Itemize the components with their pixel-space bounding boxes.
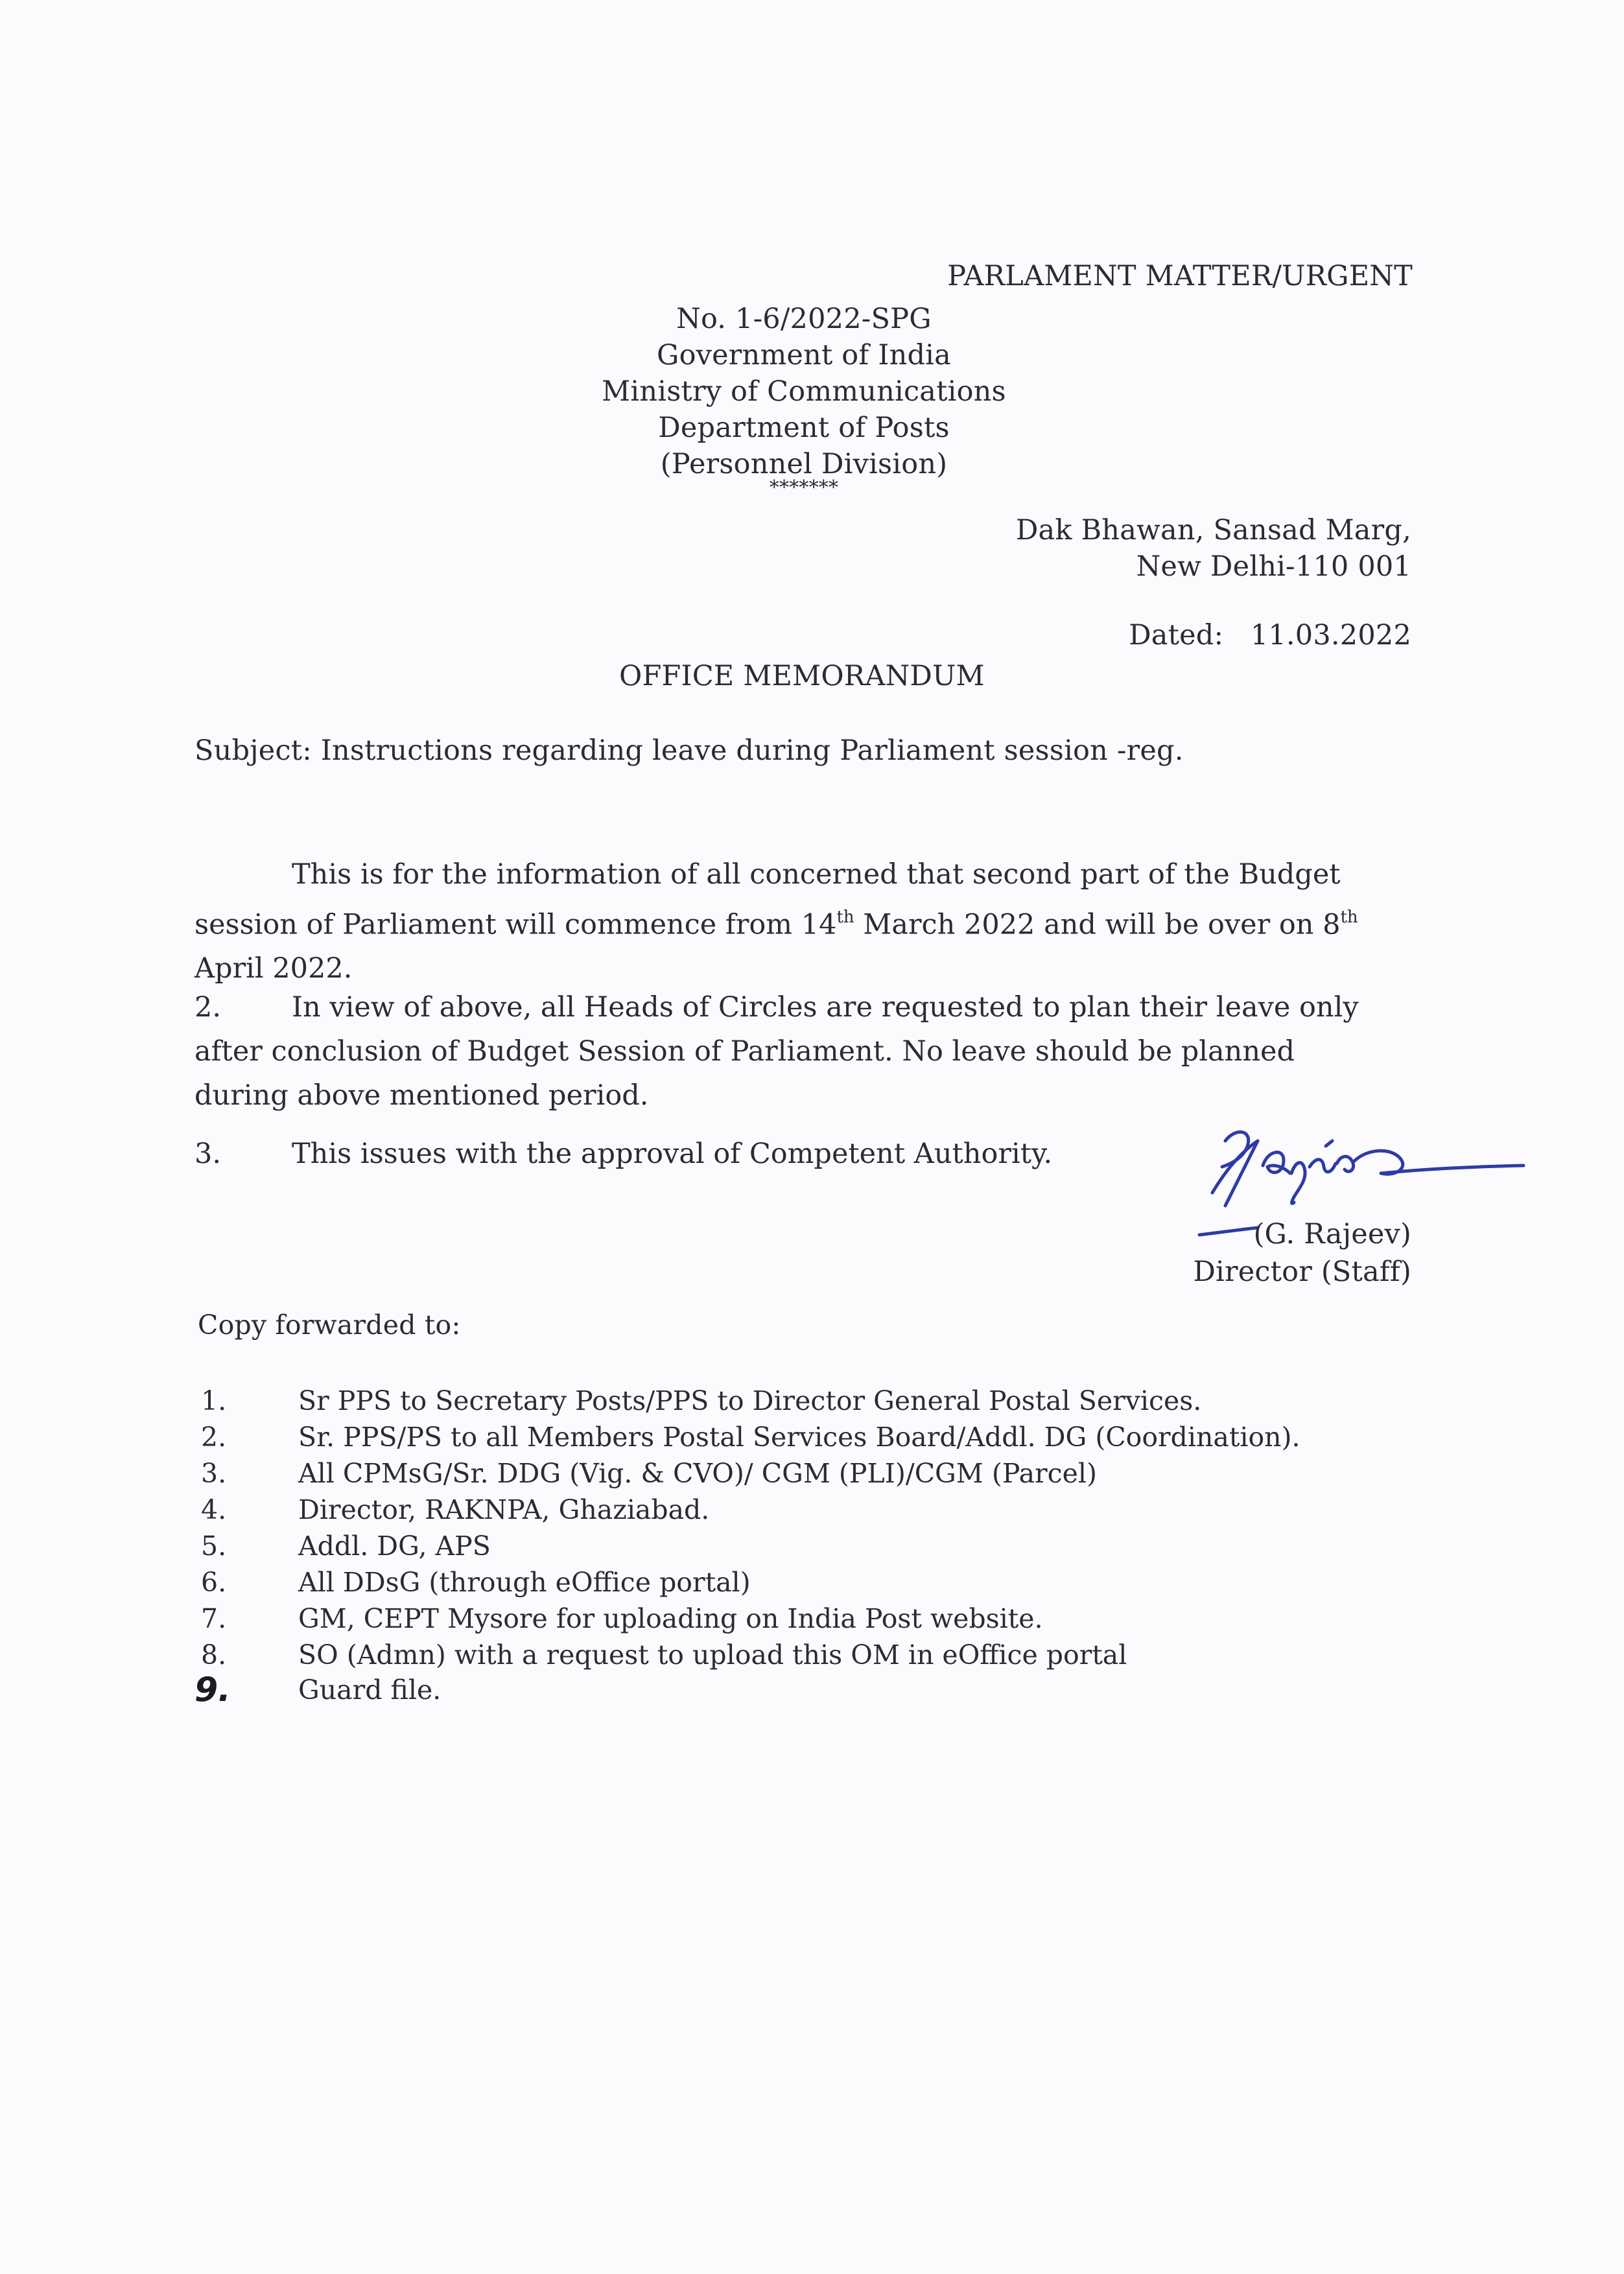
paragraph-3 (194, 1132, 1102, 1176)
list-item-text: Sr PPS to Secretary Posts/PPS to Director General Postal Services. (298, 1385, 1202, 1416)
address-line-1: Dak Bhawan, Sansad Marg, (1015, 514, 1411, 546)
paragraph-1 (194, 852, 1420, 990)
paragraph-2-line-2: after conclusion of Budget Session of Parliament. No leave should be planned (194, 1035, 1295, 1068)
priority-label: PARLAMENT MATTER/URGENT (947, 260, 1413, 292)
paragraph-1-line-2-text-a: session of Parliament will commence from 14 (194, 908, 837, 941)
list-item-number: 2. (201, 1422, 227, 1453)
paragraph-1-line-3: April 2022. (194, 952, 353, 985)
paragraph-2-number: 2. (194, 991, 222, 1024)
paragraph-3-number: 3. (194, 1138, 222, 1170)
list-item-text: All CPMsG/Sr. DDG (Vig. & CVO)/ CGM (PLI)/CGM (Parcel) (298, 1458, 1097, 1489)
paragraph-1-line-2-text-b: March 2022 and will be over on 8 (854, 908, 1341, 941)
list-item-text: SO (Admn) with a request to upload this OM in eOffice portal (298, 1639, 1127, 1670)
paragraph-3-text: This issues with the approval of Competent Authority. (292, 1138, 1053, 1170)
division-line: (Personnel Division) (660, 448, 948, 480)
ministry-line: Ministry of Communications (602, 375, 1006, 408)
list-item-text: Sr. PPS/PS to all Members Postal Services Board/Addl. DG (Coordination). (298, 1422, 1300, 1453)
memo-title: OFFICE MEMORANDUM (619, 660, 985, 692)
list-item-text: Addl. DG, APS (298, 1530, 491, 1562)
ordinal-suffix: th (1340, 908, 1358, 927)
signatory-name: (G. Rajeev) (1253, 1218, 1411, 1250)
paragraph-2 (194, 985, 1420, 1118)
copy-heading: Copy forwarded to: (198, 1309, 461, 1341)
date-line (1129, 617, 1411, 653)
ordinal-suffix: th (836, 908, 854, 927)
file-number: No. 1-6/2022-SPG (676, 303, 932, 335)
list-item-text: Director, RAKNPA, Ghaziabad. (298, 1494, 710, 1525)
department-line: Department of Posts (658, 412, 950, 444)
separator-stars: ******* (769, 476, 839, 499)
list-item-text: All DDsG (through eOffice portal) (298, 1567, 751, 1598)
date-value: 11.03.2022 (1250, 619, 1411, 651)
paragraph-2-line-1-text: In view of above, all Heads of Circles are requested to plan their leave only (292, 991, 1359, 1024)
list-item-text: Guard file. (298, 1674, 441, 1706)
list-item-number: 4. (201, 1494, 227, 1525)
paragraph-3-line (194, 1132, 1102, 1176)
paragraph-2-line-1 (194, 985, 1420, 1029)
list-item-number-handwritten: 9. (194, 1670, 231, 1709)
subject-line: Subject: Instructions regarding leave during Parliament session -reg. (194, 734, 1184, 767)
date-label: Dated: (1129, 619, 1224, 651)
address-line-2: New Delhi-110 001 (1136, 550, 1411, 583)
paragraph-1-line-2 (194, 897, 1420, 946)
paragraph-1-line-1: This is for the information of all concerned that second part of the Budget (292, 858, 1341, 891)
list-item-number: 1. (201, 1385, 227, 1416)
signatory-designation: Director (Staff) (1193, 1256, 1411, 1288)
list-item-number: 3. (201, 1458, 227, 1489)
list-item-number: 7. (201, 1603, 227, 1634)
list-item-number: 8. (201, 1639, 227, 1670)
list-item-text: GM, CEPT Mysore for uploading on India Post website. (298, 1603, 1043, 1634)
paragraph-2-line-3: during above mentioned period. (194, 1079, 649, 1112)
government-line: Government of India (657, 339, 951, 371)
list-item-number: 6. (201, 1567, 227, 1598)
list-item-number: 5. (201, 1530, 227, 1562)
